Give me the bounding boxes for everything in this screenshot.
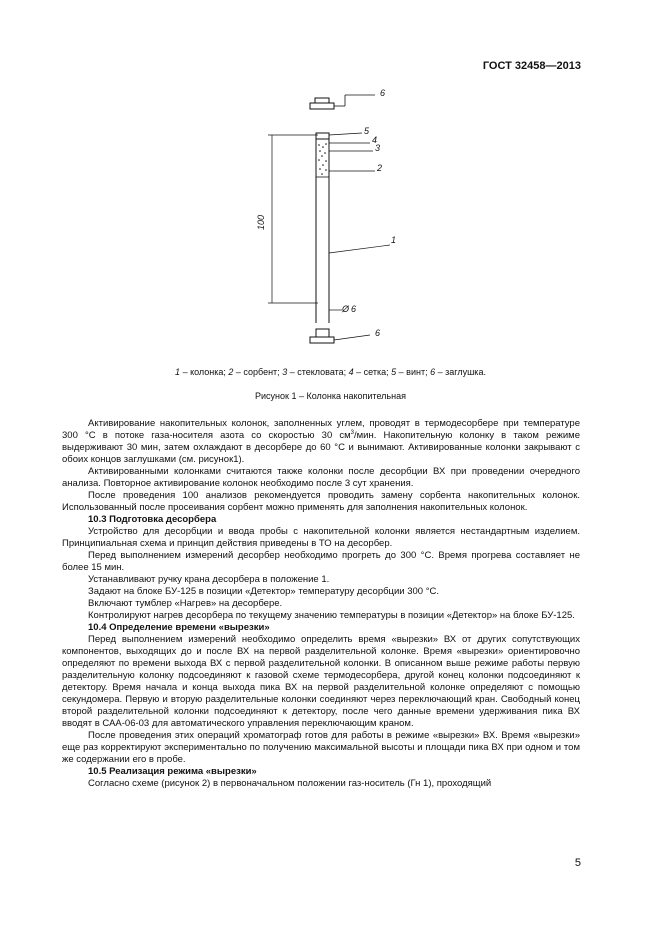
legend-num: 5: [391, 367, 397, 377]
paragraph: Согласно схеме (рисунок 2) в первоначальном положении газ-носитель (Гн 1), проходящий: [88, 778, 492, 789]
paragraph: Устанавливают ручку крана десорбера в положение 1.: [88, 574, 330, 585]
paragraph: Устройство для десорбции и ввода пробы с накопительной колонки является нестандартным изделием. Принципиальная схема и принцип действия приведены в ТО на десорбер.: [62, 526, 580, 549]
legend-text: – колонка;: [180, 367, 229, 377]
paragraph: [62, 418, 580, 466]
paragraph: После проведения 100 анализов рекомендуется проводить замену сорбента накопительных колонок. Использованный после просеивания сорбент можно применять для заполнения накопительных колонок.: [62, 490, 580, 513]
document-body: [62, 418, 580, 790]
paragraph: Задают на блоке БУ-125 в позиции «Детектор» температуру десорбции 300 °С.: [88, 586, 440, 597]
legend-num: 2: [228, 367, 234, 377]
section-heading: 10.4 Определение времени «вырезки»: [88, 622, 270, 633]
legend-num: 3: [282, 367, 288, 377]
column-drawing: [250, 85, 410, 355]
sorbent-fill: [318, 143, 327, 175]
legend-text: – стекловата;: [287, 367, 349, 377]
figure-legend: [0, 367, 661, 377]
superscript: 3: [350, 429, 354, 436]
figure-column-diagram: [250, 85, 410, 355]
label-1: 1: [391, 235, 397, 245]
text-run: /мин. Накопительную колонку в таком режиме выдерживают 30 мин, затем охлаждают в десорбере до 60 °С и вынимают. Активированные колонки закрывают с обоих концов заглушками (см. рисунок1).: [62, 430, 580, 465]
standard-number: ГОСТ 32458—2013: [482, 60, 581, 72]
paragraph: Включают тумблер «Нагрев» на десорбере.: [88, 598, 283, 609]
section-heading: 10.3 Подготовка десорбера: [88, 514, 217, 525]
label-5: 5: [364, 126, 370, 136]
text-run: Активирование накопительных колонок, заполненных углем, проводят в термодесорбере при температуре 300 °С в потоке газа-носителя азота со скоростью 30 см: [62, 418, 580, 441]
label-4: 4: [372, 135, 378, 145]
legend-text: – винт;: [396, 367, 431, 377]
paragraph: После проведения этих операций хроматограф готов для работы в режиме «вырезки» ВХ. Время «вырезки» еще раз корректируют экспериментально по получению максимальной высоты и площади пика ВХ при одном и том же содержании его в пробе.: [62, 730, 580, 765]
legend-text: – сетка;: [353, 367, 392, 377]
label-6-bottom: 6: [375, 328, 381, 338]
paragraph: Контролируют нагрев десорбера по текущему значению температуры в позиции «Детектор» на блоке БУ-125.: [88, 610, 575, 621]
label-6-mid: 6: [351, 304, 357, 314]
dimension-100: 100: [256, 214, 266, 230]
figure-caption: Рисунок 1 – Колонка накопительная: [255, 391, 406, 401]
label-3: 3: [375, 143, 381, 153]
paragraph: Перед выполнением измерений необходимо определить время «вырезки» ВХ от других сопутствующих компонентов, выходящих до и после ВХ на первой разделительной колонке. Время «вырезки» ориентировочно определяют по времени выхода ВХ с первой разделительной колонки. В описанном выше режиме работы первую разделительную колонку подсоединяют к газовой схеме термодесорбера, другой конец колонки подсоединяют к детектору. Время начала и конца выхода пика ВХ на первой разделительной колонке определяют с помощью секундомера. Первую и вторую разделительные колонки соединяют через переключающий кран. Свободный конец второй разделительной колонки подсоединяют к детектору, после чего данные времени удерживания пика ВХ вводят в САА-06-03 для автоматического управления переключающим краном.: [62, 634, 580, 729]
section-heading: 10.5 Реализация режима «вырезки»: [88, 766, 257, 777]
paragraph: Активированными колонками считаются также колонки после десорбции ВХ при проведении очередного анализа. Повторное активирование колонок необходимо после 3 сут хранения.: [62, 466, 580, 489]
legend-text: – заглушка.: [435, 367, 486, 377]
paragraph: Перед выполнением измерений десорбер необходимо прогреть до 300 °С. Время прогрева составляет не более 15 мин.: [62, 550, 580, 573]
label-6-top: 6: [380, 88, 386, 98]
legend-num: 6: [430, 367, 436, 377]
diameter-symbol: Ø: [342, 304, 350, 314]
legend-text: – сорбент;: [233, 367, 283, 377]
legend-num: 4: [348, 367, 354, 377]
label-2: 2: [377, 163, 383, 173]
page-number: 5: [574, 857, 581, 869]
legend-num: 1: [175, 367, 181, 377]
